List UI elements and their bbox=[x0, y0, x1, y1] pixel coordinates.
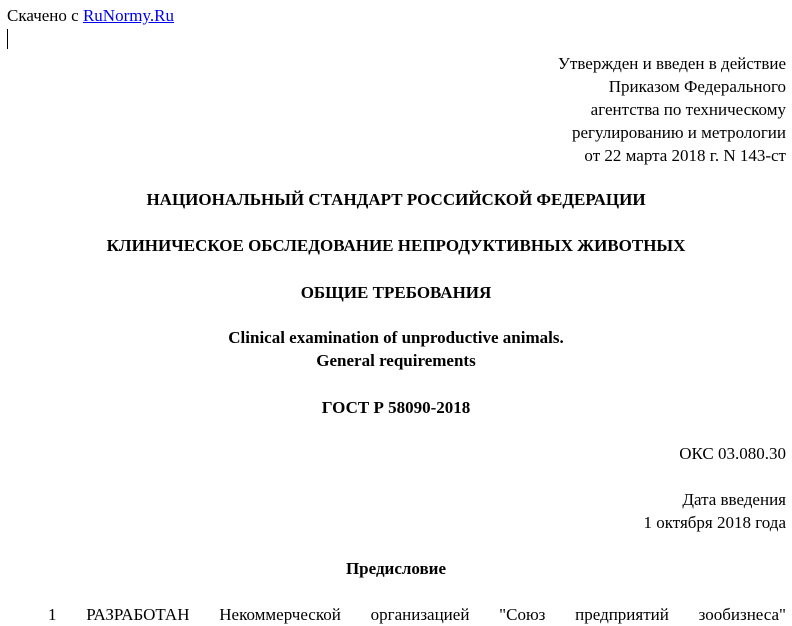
approval-line: агентства по техническому bbox=[590, 100, 786, 119]
source-prefix: Скачено с bbox=[7, 6, 79, 25]
english-title-line-1: Clinical examination of unproductive animals. bbox=[228, 328, 564, 347]
introduction-date-label: Дата введения bbox=[682, 490, 786, 509]
preface-heading: Предисловие bbox=[345, 559, 447, 578]
approval-line: регулированию и метрологии bbox=[571, 123, 786, 142]
source-link[interactable]: RuNormy.Ru bbox=[82, 6, 174, 25]
preface-item-1: 1 РАЗРАБОТАН Некоммерческой организацией "Союз предприятий зообизнеса" bbox=[48, 605, 786, 624]
english-title bbox=[0, 326, 792, 372]
introduction-date-value: 1 октября 2018 года bbox=[643, 513, 786, 532]
document-title: КЛИНИЧЕСКОЕ ОБСЛЕДОВАНИЕ НЕПРОДУКТИВНЫХ ЖИВОТНЫХ bbox=[106, 236, 686, 255]
introduction-date-block bbox=[643, 488, 786, 534]
english-title-line-2: General requirements bbox=[316, 351, 476, 370]
approval-block bbox=[558, 52, 786, 167]
approval-line: Приказом Федерального bbox=[608, 77, 786, 96]
national-standard-title: НАЦИОНАЛЬНЫЙ СТАНДАРТ РОССИЙСКОЙ ФЕДЕРАЦИИ bbox=[146, 190, 646, 209]
approval-line: от 22 марта 2018 г. N 143-ст bbox=[584, 146, 786, 165]
text-cursor bbox=[7, 29, 8, 49]
document-subtitle: ОБЩИЕ ТРЕБОВАНИЯ bbox=[300, 283, 492, 302]
gost-designation: ГОСТ Р 58090-2018 bbox=[321, 398, 471, 417]
oks-code: ОКС 03.080.30 bbox=[679, 444, 786, 463]
source-line bbox=[7, 6, 174, 26]
approval-line: Утвержден и введен в действие bbox=[557, 54, 786, 73]
